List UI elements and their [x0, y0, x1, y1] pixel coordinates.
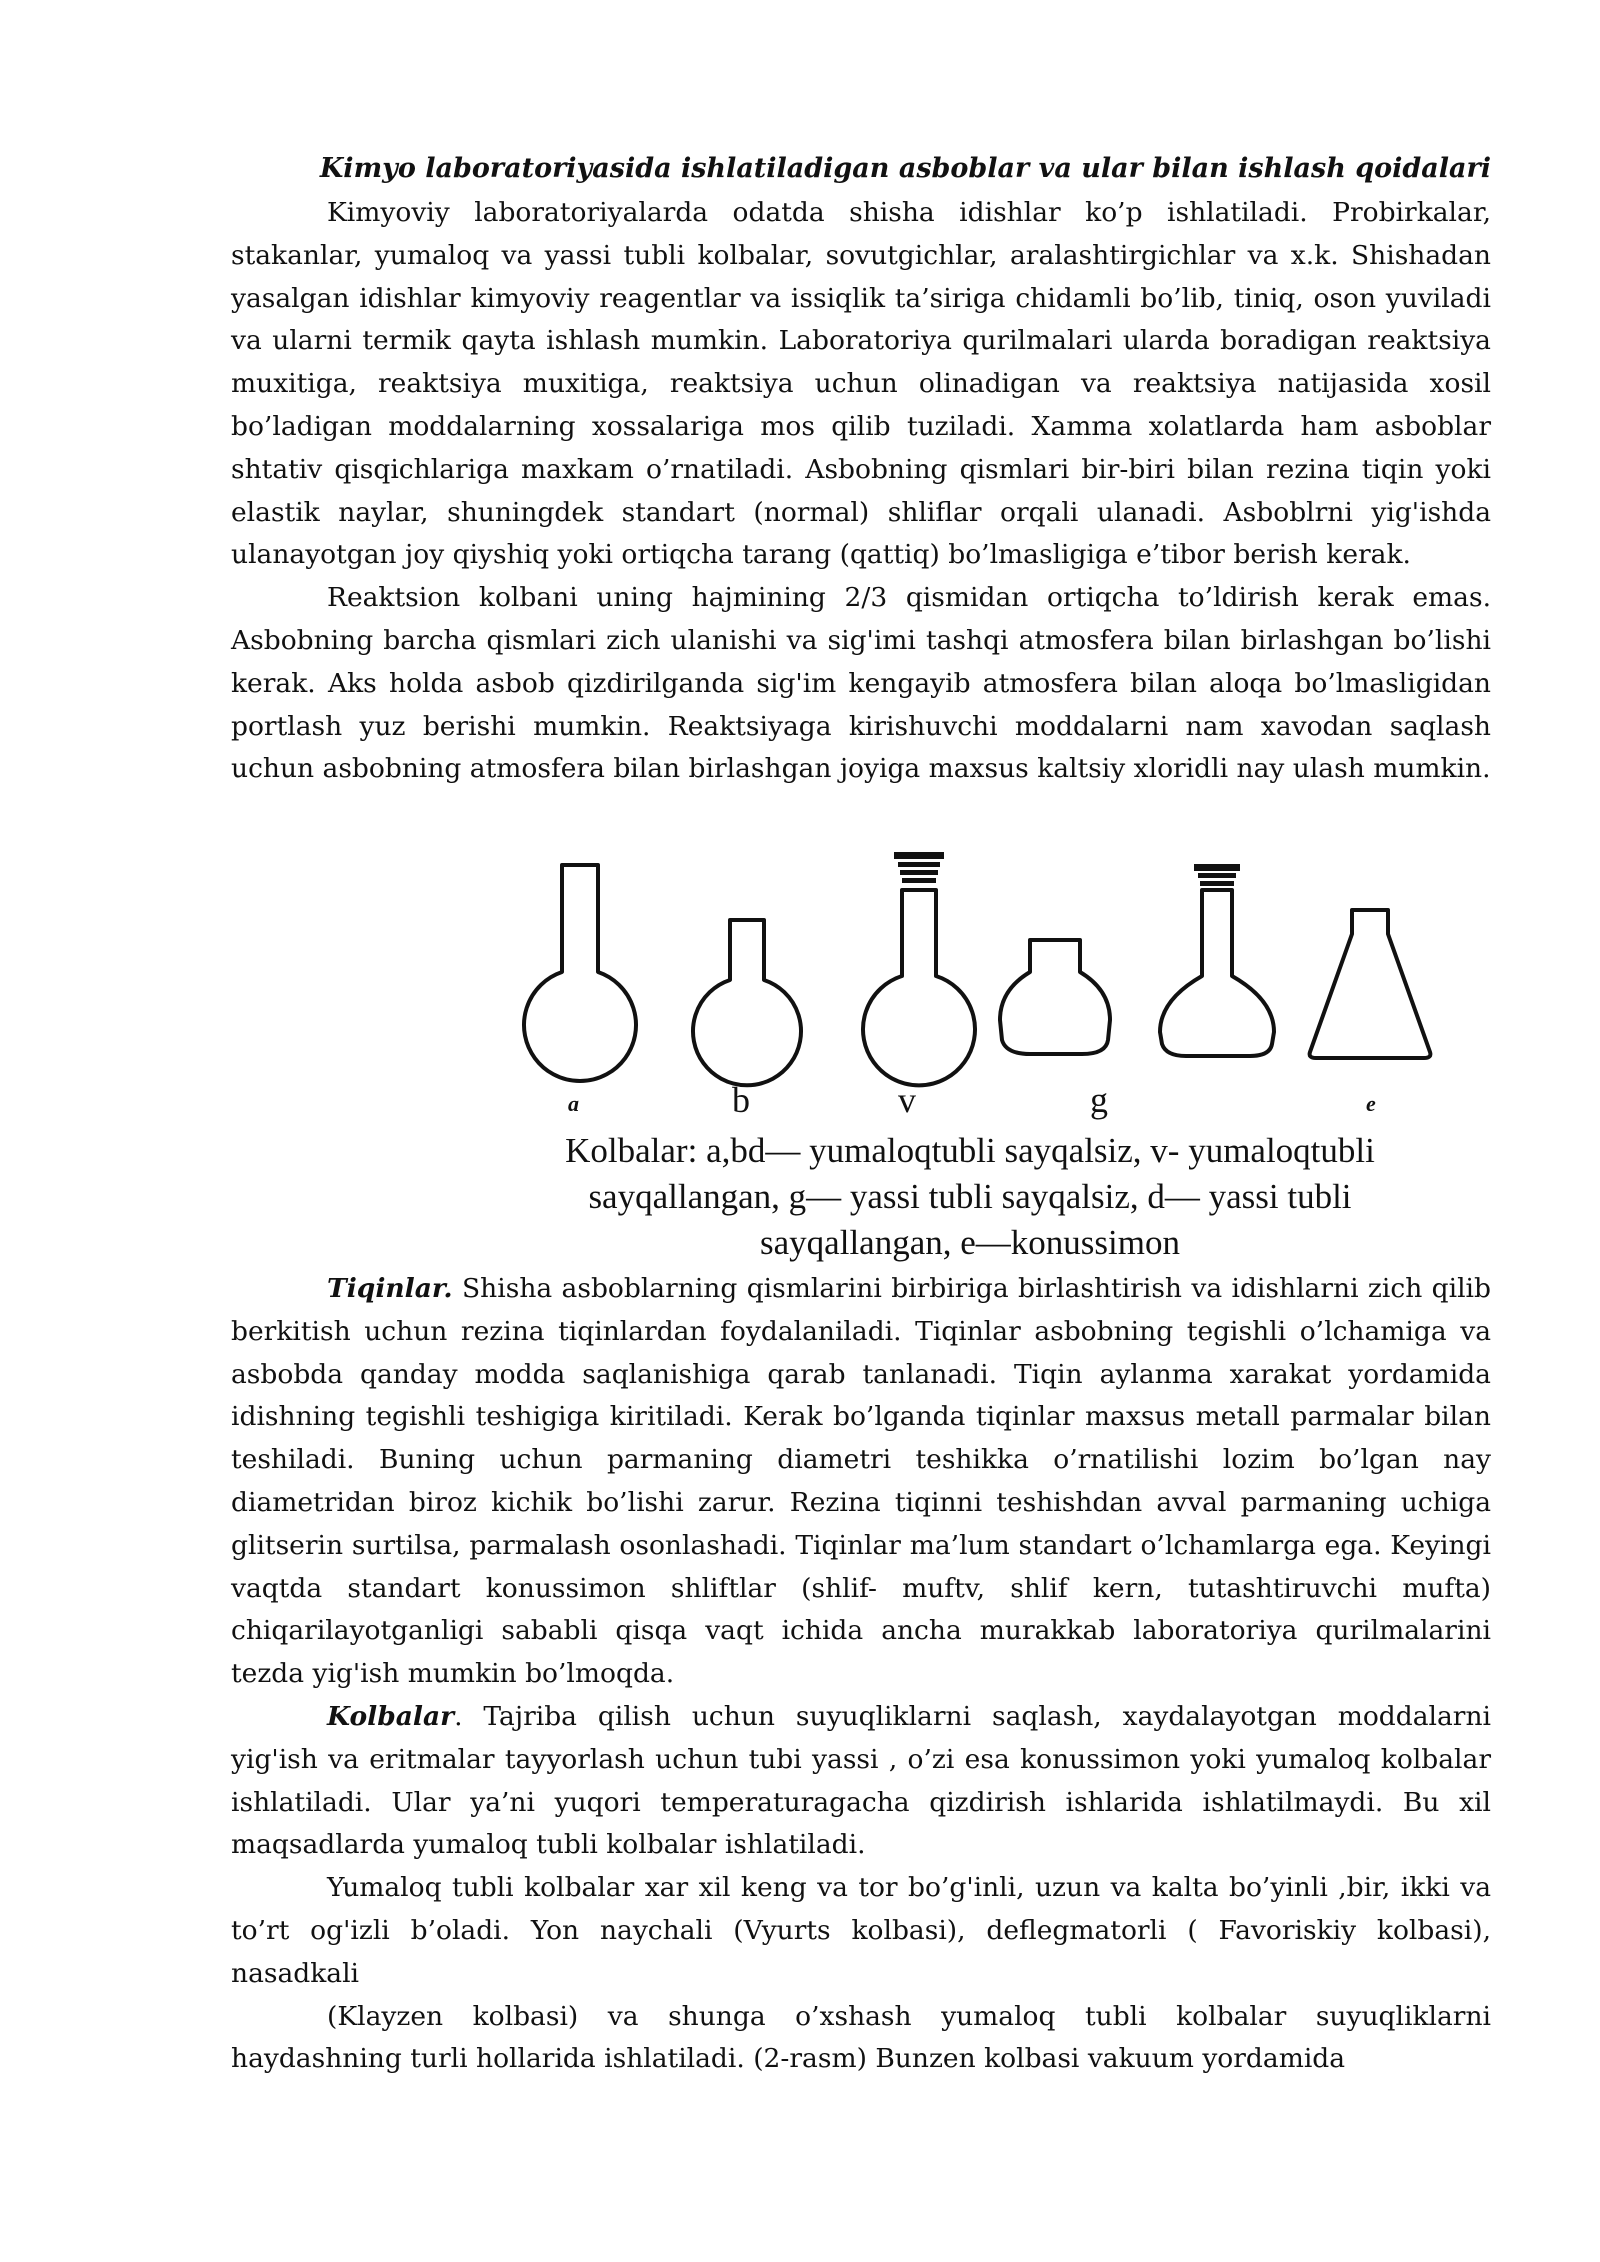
flask-label-g: g [1090, 1080, 1108, 1120]
ground-joints [894, 852, 1240, 886]
flask-a [524, 865, 636, 1081]
flask-v [863, 890, 975, 1085]
paragraph: Kimyoviy laboratoriyalarda odatda shisha idishlar ko’p ishlatiladi. Probirkalar, stakanlar, yumaloq va yassi tubli kolbalar, sovutgichlar, aralashtirgichlar va x.k. Shishadan yasalgan idishlar kimyoviy reagentlar va issiqlik ta’siriga chidamli bo’lib, tiniq, oson yuviladi va ularni termik qayta ishlash mumkin. Laboratoriya qurilmalari ularda boradigan reaktsiya muxitiga, reaktsiya muxitiga, reaktsiya uchun olinadigan va reaktsiya natijasida xosil bo’ladigan moddalarning xossalariga mos qilib tuziladi. Xamma xolatlarda ham asboblar shtativ qisqichlariga maxkam o’rnatiladi. Asbobning qismlari bir-biri bilan rezina tiqin yoki elastik naylar, shuningdek standart (normal) shliflar orqali ulanadi. Asboblrni yig'ishda ulanayotgan joy qiyshiq yoki ortiqcha tarang (qattiq) bo’lmasligiga e’tibor berish kerak. [231, 197, 1491, 571]
heading-tiqinlar: Tiqinlar. [327, 1273, 453, 1304]
paragraph-kolbalar [231, 1696, 1491, 1867]
heading-kolbalar: Kolbalar [327, 1700, 455, 1732]
flask-label-e: e [1366, 1091, 1376, 1116]
main-section [231, 1268, 1491, 2081]
flasks-figure [500, 840, 1460, 1090]
document-title: Kimyo laboratoriyasida ishlatiladigan asboblar va ular bilan ishlash qoidalari [319, 153, 1491, 184]
paragraph-tiqinlar [231, 1268, 1491, 1696]
flask-d [1160, 890, 1274, 1056]
flask-b [693, 920, 801, 1085]
flask-e [1310, 910, 1431, 1058]
flask-label-b: b [732, 1080, 750, 1120]
intro-section [231, 192, 1491, 791]
paragraph: (Klayzen kolbasi) va shunga o’xshash yumaloq tubli kolbalar suyuqliklarni haydashning turli hollarida ishlatiladi. (2-rasm) Bunzen kolbasi vakuum yordamida [231, 2000, 1491, 2075]
flask-label-a: a [568, 1091, 579, 1116]
flasks-illustration [500, 840, 1460, 1090]
figure-caption: Kolbalar: a,bd— yumaloqtubli sayqalsiz, v- yumaloqtubli sayqallangan, g— yassi tubli sayqalsiz, d— yassi tubli sayqallangan, e—konussimon [565, 1131, 1375, 1262]
flask-label-v: v [898, 1080, 916, 1120]
paragraph: Reaktsion kolbani uning hajmining 2/3 qismidan ortiqcha to’ldirish kerak emas. Asbobning barcha qismlari zich ulanishi va sig'imi tashqi atmosfera bilan birlashgan bo’lishi kerak. Aks holda asbob qizdirilganda sig'im kengayib atmosfera bilan aloqa bo’lmasligidan portlash yuz berishi mumkin. Reaktsiyaga kirishuvchi moddalarni nam xavodan saqlash uchun asbobning atmosfera bilan birlashgan joyiga maxsus kaltsiy xloridli nay ulash mumkin. [231, 582, 1491, 785]
flask-g [1000, 940, 1110, 1054]
paragraph: Yumaloq tubli kolbalar xar xil keng va tor bo’g'inli, uzun va kalta bo’yinli ,bir, ikki va to’rt og'izli b’oladi. Yon naychali (Vyurts kolbasi), deflegmatorli ( Favoriskiy kolbasi), nasadkali [231, 1872, 1491, 1989]
paragraph-text: Shisha asboblarning qismlarini birbiriga birlashtirish va idishlarni zich qilib berkitish uchun rezina tiqinlardan foydalaniladi. Tiqinlar asbobning tegishli o’lchamiga va asbobda qanday modda saqlanishiga qarab tanlanadi. Tiqin aylanma xarakat yordamida idishning tegishli teshigiga kiritiladi. Kerak bo’lganda tiqinlar maxsus metall parmalar bilan teshiladi. Buning uchun parmaning diametri teshikka o’rnatilishi lozim bo’lgan nay diametridan biroz kichik bo’lishi zarur. Rezina tiqinni teshishdan avval parmaning uchiga glitserin surtilsa, parmalash osonlashadi. Tiqinlar ma’lum standart o’lchamlarga ega. Keyingi vaqtda standart konussimon shliftlar (shlif- muftv, shlif kern, tutashtiruvchi mufta) chiqarilayotganligi sababli qisqa vaqt ichida ancha murakkab laboratoriya qurilmalarini tezda yig'ish mumkin bo’lmoqda. [231, 1273, 1491, 1690]
paragraph-text: . Tajriba qilish uchun suyuqliklarni saqlash, xaydalayotgan moddalarni yig'ish va eritmalar tayyorlash uchun tubi yassi , o’zi esa konussimon yoki yumaloq kolbalar ishlatiladi. Ular ya’ni yuqori temperaturagacha qizdirish ishlarida ishlatilmaydi. Bu xil maqsadlarda yumaloq tubli kolbalar ishlatiladi. [231, 1700, 1491, 1861]
